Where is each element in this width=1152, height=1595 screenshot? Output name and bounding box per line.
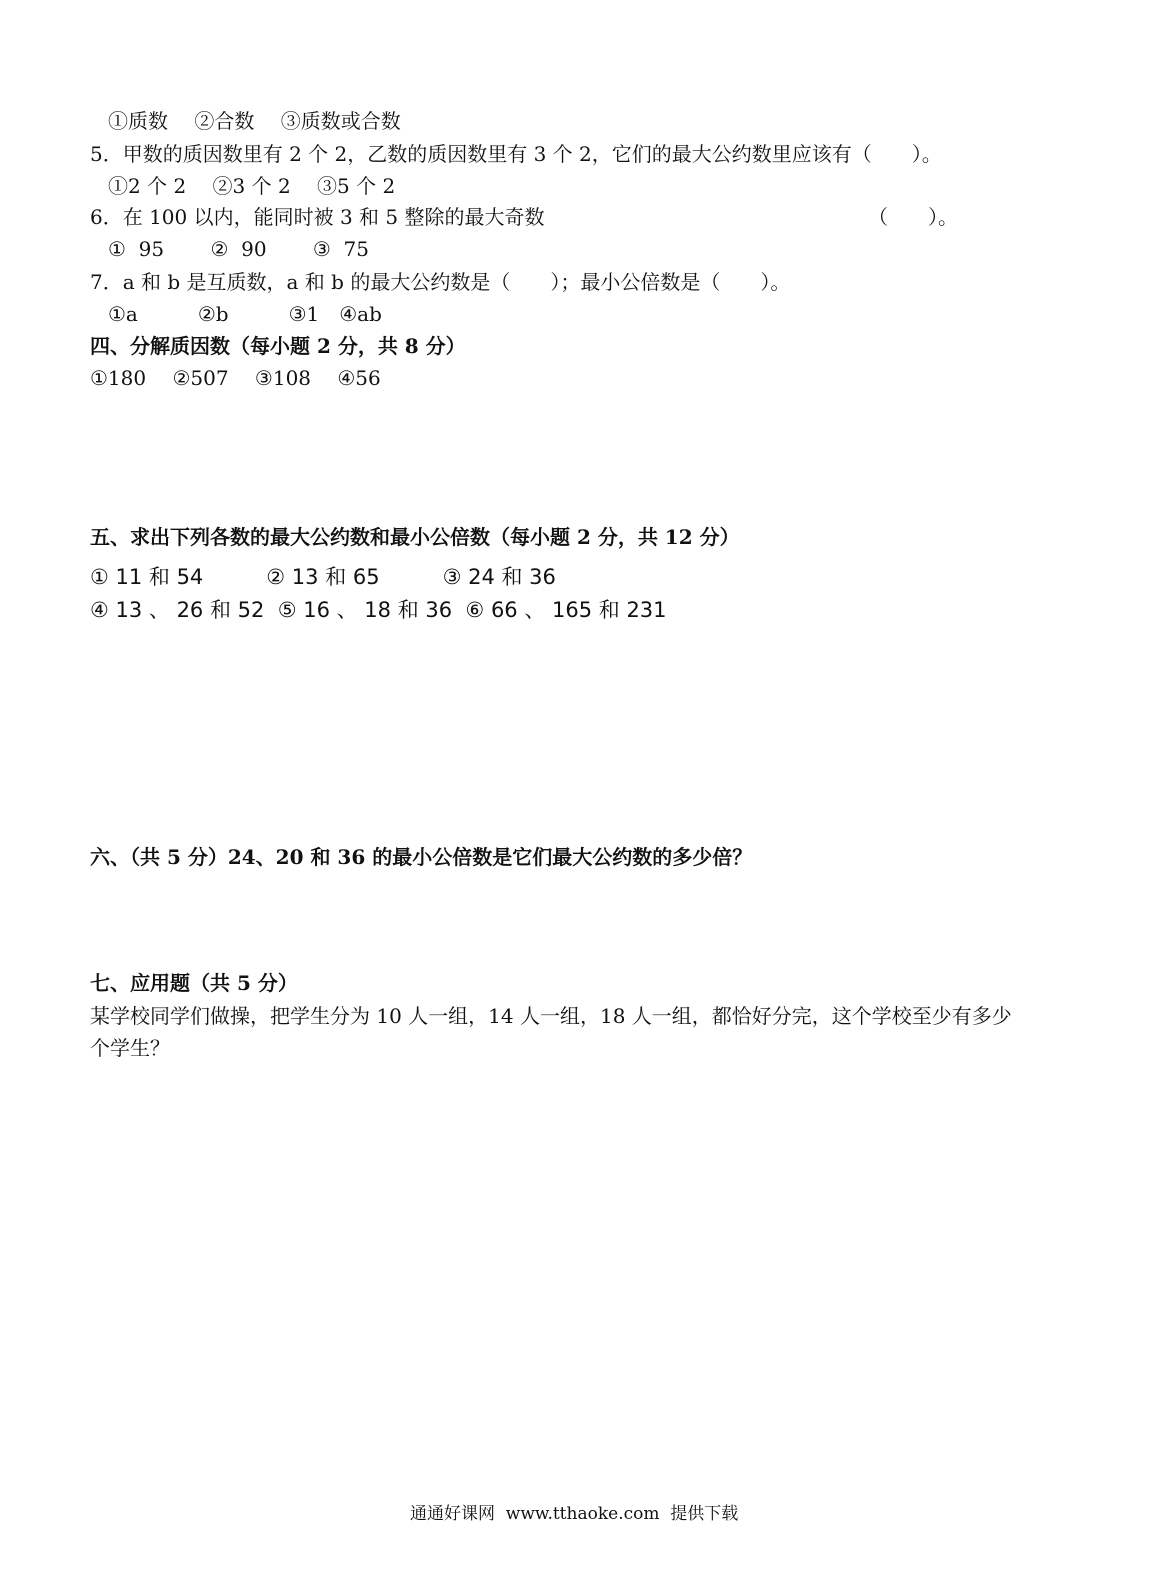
question-6-blank: （ ）。 — [868, 205, 958, 229]
question-7-options: ①a ②b ③1 ④ab — [108, 302, 382, 326]
section-4-heading: 四、分解质因数（每小题 2 分，共 8 分） — [90, 334, 466, 358]
question-6-options: ① 95 ② 90 ③ 75 — [108, 237, 369, 261]
section-6-heading: 六、（共 5 分）24、20 和 36 的最小公倍数是它们最大公约数的多少倍？ — [90, 845, 753, 869]
question-6: 6．在 100 以内，能同时被 3 和 5 整除的最大奇数 — [90, 205, 545, 229]
section-5-heading: 五、求出下列各数的最大公约数和最小公倍数（每小题 2 分，共 12 分） — [90, 525, 740, 549]
section-7-line-2: 个学生？ — [90, 1036, 170, 1060]
question-7: 7．a 和 b 是互质数，a 和 b 的最大公约数是（ ）；最小公倍数是（ ）。 — [90, 270, 791, 294]
q4-options: ①质数 ②合数 ③质数或合数 — [108, 109, 401, 133]
section-5-row-1: ① 11 和 54 ② 13 和 65 ③ 24 和 36 — [90, 565, 556, 589]
section-4-items: ①180 ②507 ③108 ④56 — [90, 366, 381, 390]
question-5-options: ①2 个 2 ②3 个 2 ③5 个 2 — [108, 174, 396, 198]
section-5-row-2: ④ 13 、 26 和 52 ⑤ 16 、 18 和 36 ⑥ 66 、 165 和 231 — [90, 598, 667, 622]
question-5: 5．甲数的质因数里有 2 个 2，乙数的质因数里有 3 个 2，它们的最大公约数里应该有（ ）。 — [90, 142, 942, 166]
section-7-heading: 七、应用题（共 5 分） — [90, 971, 298, 995]
section-7-line-1: 某学校同学们做操，把学生分为 10 人一组，14 人一组，18 人一组，都恰好分完，这个学校至少有多少 — [90, 1004, 1012, 1028]
page-footer: 通通好课网 www.tthaoke.com 提供下载 — [410, 1504, 739, 1524]
